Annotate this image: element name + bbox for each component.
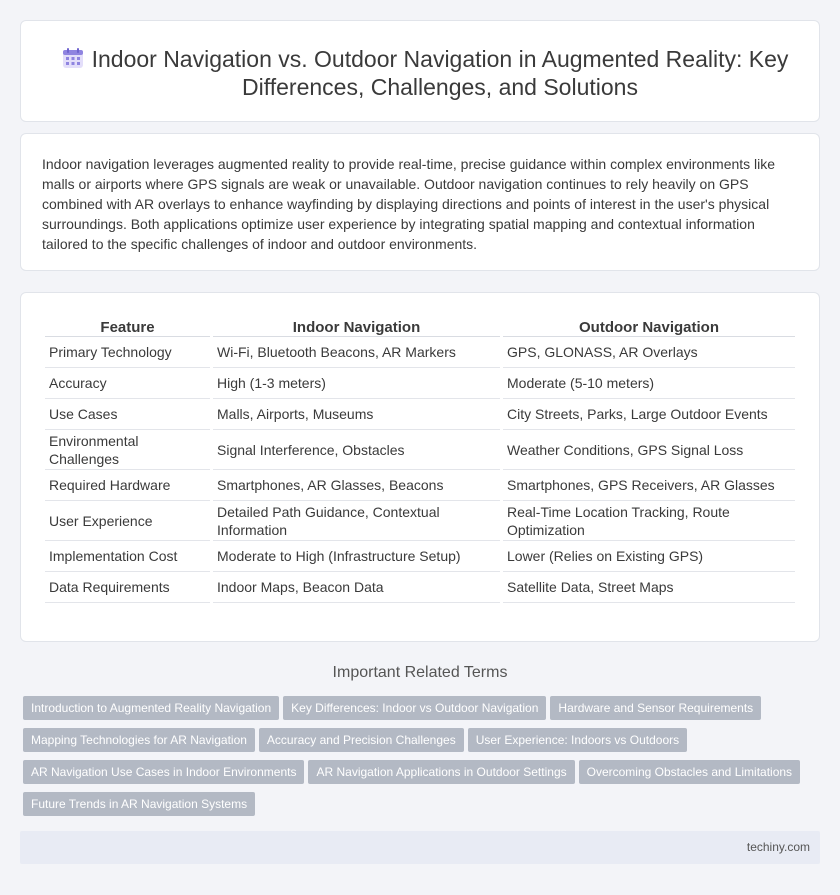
- page-title: Indoor Navigation vs. Outdoor Navigation in Augmented Reality: Key Differences, Challenges, and Solutions: [91, 46, 789, 100]
- table-cell: Malls, Airports, Museums: [213, 399, 500, 430]
- related-term-tag[interactable]: Accuracy and Precision Challenges: [259, 728, 464, 752]
- table-cell: Implementation Cost: [45, 541, 210, 572]
- intro-paragraph: Indoor navigation leverages augmented reality to provide real-time, precise guidance within complex environments like malls or airports where GPS signals are weak or unavailable. Outdoor navigation continues to rely heavily on GPS combined with AR overlays to enhance wayfinding by displaying directions and points of interest in the user's physical surroundings. Both applications optimize user experience by integrating spatial mapping and contextual information tailored to the specific challenges of indoor and outdoor environments.: [42, 156, 776, 252]
- table-row: [45, 501, 795, 541]
- footer: [20, 831, 820, 864]
- table-cell: Primary Technology: [45, 337, 210, 368]
- table-cell: Smartphones, GPS Receivers, AR Glasses: [503, 470, 795, 501]
- table-cell: Accuracy: [45, 368, 210, 399]
- title-card: [20, 20, 820, 122]
- table-row: [45, 399, 795, 430]
- related-term-tag[interactable]: Future Trends in AR Navigation Systems: [23, 792, 255, 816]
- related-term-tag[interactable]: AR Navigation Applications in Outdoor Settings: [308, 760, 574, 784]
- intro-card: [20, 133, 820, 271]
- table-cell: GPS, GLONASS, AR Overlays: [503, 337, 795, 368]
- comparison-table: [42, 315, 798, 603]
- table-cell: Smartphones, AR Glasses, Beacons: [213, 470, 500, 501]
- table-cell: Data Requirements: [45, 572, 210, 603]
- table-cell: Required Hardware: [45, 470, 210, 501]
- comparison-card: [20, 292, 820, 642]
- table-cell: Moderate to High (Infrastructure Setup): [213, 541, 500, 572]
- table-cell: Moderate (5-10 meters): [503, 368, 795, 399]
- related-term-tag[interactable]: Overcoming Obstacles and Limitations: [579, 760, 800, 784]
- header-feature: Feature: [45, 315, 210, 337]
- table-cell: Use Cases: [45, 399, 210, 430]
- table-cell: User Experience: [45, 501, 210, 541]
- table-row: [45, 470, 795, 501]
- table-header-row: [45, 315, 795, 337]
- table-row: [45, 337, 795, 368]
- related-term-tag[interactable]: AR Navigation Use Cases in Indoor Environments: [23, 760, 304, 784]
- table-cell: Indoor Maps, Beacon Data: [213, 572, 500, 603]
- footer-site-link[interactable]: techiny.com: [746, 840, 810, 854]
- related-term-tag[interactable]: Introduction to Augmented Reality Navigation: [23, 696, 279, 720]
- table-cell: Wi-Fi, Bluetooth Beacons, AR Markers: [213, 337, 500, 368]
- table-cell: Environmental Challenges: [45, 430, 210, 470]
- table-cell: City Streets, Parks, Large Outdoor Events: [503, 399, 795, 430]
- related-term-tag[interactable]: Hardware and Sensor Requirements: [550, 696, 761, 720]
- table-row: [45, 430, 795, 470]
- related-term-tag[interactable]: Mapping Technologies for AR Navigation: [23, 728, 255, 752]
- table-cell: Real-Time Location Tracking, Route Optimization: [503, 501, 795, 541]
- related-terms-title: Important Related Terms: [332, 664, 508, 681]
- header-outdoor: Outdoor Navigation: [503, 315, 795, 337]
- table-cell: Detailed Path Guidance, Contextual Information: [213, 501, 500, 541]
- header-indoor: Indoor Navigation: [213, 315, 500, 337]
- table-row: [45, 541, 795, 572]
- table-row: [45, 368, 795, 399]
- table-cell: Satellite Data, Street Maps: [503, 572, 795, 603]
- table-cell: Weather Conditions, GPS Signal Loss: [503, 430, 795, 470]
- related-term-tag[interactable]: User Experience: Indoors vs Outdoors: [468, 728, 687, 752]
- table-cell: Signal Interference, Obstacles: [213, 430, 500, 470]
- table-cell: High (1-3 meters): [213, 368, 500, 399]
- related-terms-list: [23, 696, 823, 824]
- related-term-tag[interactable]: Key Differences: Indoor vs Outdoor Navigation: [283, 696, 546, 720]
- table-row: [45, 572, 795, 603]
- table-cell: Lower (Relies on Existing GPS): [503, 541, 795, 572]
